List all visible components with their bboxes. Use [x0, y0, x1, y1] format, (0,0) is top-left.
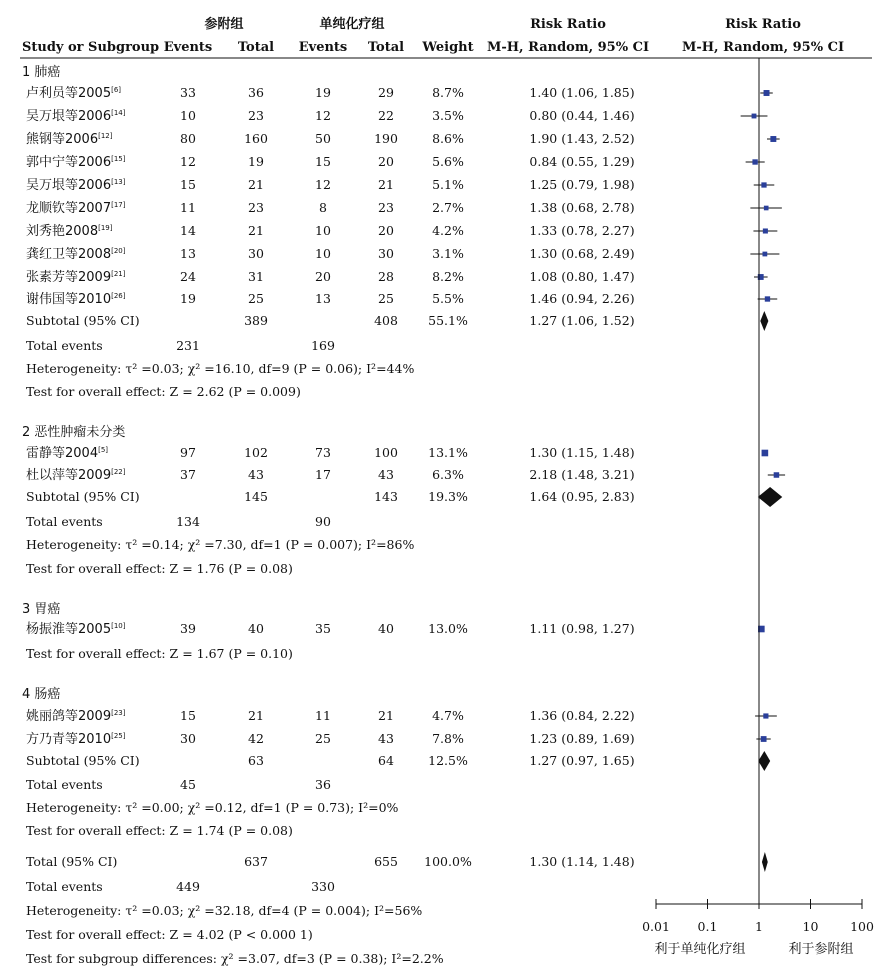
header-plot-label: Risk Ratio — [725, 17, 801, 32]
study-row-3-1-ref: [10] — [111, 622, 126, 630]
study-row-2-2-total2: 43 — [378, 467, 394, 482]
study-row-1-4-point — [752, 159, 757, 164]
subtotal-2-total1: 145 — [244, 489, 268, 504]
total-heterogeneity: Heterogeneity: τ² =0.03; χ² =32.18, df=4 (P = 0.004); I²=56% — [26, 903, 423, 918]
study-row-1-4-total2: 20 — [378, 154, 394, 169]
total-events-1-label: Total events — [26, 338, 103, 353]
x-tick-label-5: 100 — [850, 919, 874, 934]
heterogeneity-2: Heterogeneity: τ² =0.14; χ² =7.30, df=1 (P = 0.007); I²=86% — [26, 537, 415, 552]
study-row-1-1-weight: 8.7% — [432, 85, 464, 100]
study-row-1-6-total2: 23 — [378, 200, 394, 215]
study-row-1-3-label: 熊钢等2006 — [26, 132, 99, 147]
subtotal-2-diamond — [758, 487, 782, 507]
study-row-4-2-total2: 43 — [378, 731, 394, 746]
subtotal-4-diamond — [758, 751, 770, 771]
study-row-1-5-weight: 5.1% — [432, 177, 464, 192]
study-row-1-2-total1: 23 — [248, 108, 264, 123]
study-row-1-7-events2: 10 — [315, 223, 331, 238]
study-row-2-1-total1: 102 — [244, 445, 268, 460]
study-row-1-8-ref: [20] — [111, 247, 126, 255]
study-row-1-2-point — [752, 114, 757, 119]
study-row-1-7-point — [763, 228, 768, 233]
study-row-1-6-point — [764, 206, 769, 211]
study-row-1-3-point — [770, 136, 776, 142]
header-col-study: Study or Subgroup — [22, 40, 160, 55]
study-row-1-3-total2: 190 — [374, 131, 398, 146]
study-row-1-5 — [26, 177, 126, 193]
study-row-1-3-weight: 8.6% — [432, 131, 464, 146]
study-row-4-1-ci: 1.36 (0.84, 2.22) — [529, 708, 635, 723]
subtotal-4-total2: 64 — [378, 753, 394, 768]
study-row-1-5-ref: [13] — [111, 178, 126, 186]
header-col-total2: Total — [367, 40, 405, 55]
study-row-2-2-events2: 17 — [315, 467, 331, 482]
study-row-1-2-ci: 0.80 (0.44, 1.46) — [529, 108, 635, 123]
heterogeneity-4: Heterogeneity: τ² =0.00; χ² =0.12, df=1 (P = 0.73); I²=0% — [26, 800, 399, 815]
subtotal-1-weight: 55.1% — [428, 313, 468, 328]
study-row-1-8-total2: 30 — [378, 246, 394, 261]
header-col-events2: Events — [298, 40, 348, 55]
study-row-1-2-events2: 12 — [315, 108, 331, 123]
subtotal-2-weight: 19.3% — [428, 489, 468, 504]
study-row-1-10-ci: 1.46 (0.94, 2.26) — [529, 291, 635, 306]
study-row-2-2-events1: 37 — [180, 467, 196, 482]
study-row-1-10-events2: 13 — [315, 291, 331, 306]
total-events-4-events2: 36 — [315, 777, 331, 792]
subgroup-title-4: 4 肠癌 — [22, 687, 61, 702]
total-events-events1: 449 — [176, 879, 200, 894]
study-row-4-2-events2: 25 — [315, 731, 331, 746]
study-row-1-4-events1: 12 — [180, 154, 196, 169]
study-row-1-2 — [26, 108, 126, 124]
study-row-1-4 — [26, 154, 126, 170]
subtotal-1-total1: 389 — [244, 313, 268, 328]
study-row-1-5-point — [761, 182, 766, 187]
study-row-4-1-weight: 4.7% — [432, 708, 464, 723]
study-row-1-7-ref: [19] — [98, 224, 113, 232]
study-row-3-1-ci: 1.11 (0.98, 1.27) — [529, 621, 635, 636]
study-row-1-6-events1: 11 — [180, 200, 196, 215]
study-row-1-9-total2: 28 — [378, 269, 394, 284]
total-events-events2: 330 — [311, 879, 335, 894]
study-row-4-1-total2: 21 — [378, 708, 394, 723]
study-row-2-1-ci: 1.30 (1.15, 1.48) — [529, 445, 635, 460]
study-row-1-1-point — [764, 90, 770, 96]
study-row-4-1-point — [763, 713, 768, 718]
total-events-1-events2: 169 — [311, 338, 335, 353]
study-row-2-1-events2: 73 — [315, 445, 331, 460]
study-row-3-1-weight: 13.0% — [428, 621, 468, 636]
study-row-1-3-ci: 1.90 (1.43, 2.52) — [529, 131, 635, 146]
study-row-2-2-label: 杜以萍等2009 — [26, 468, 112, 483]
table-rows — [22, 64, 635, 966]
subtotal-4-label: Subtotal (95% CI) — [26, 753, 140, 768]
total-events-4-events1: 45 — [180, 777, 196, 792]
study-row-1-3 — [26, 131, 113, 147]
study-row-3-1 — [26, 621, 126, 637]
study-row-1-8-weight: 3.1% — [432, 246, 464, 261]
header-group1: 参附组 — [204, 17, 244, 32]
study-row-1-9-events1: 24 — [180, 269, 196, 284]
header-group2: 单纯化疗组 — [319, 17, 385, 32]
study-row-2-1-label: 雷静等2004 — [26, 446, 99, 461]
study-row-2-2-ref: [22] — [111, 468, 126, 476]
study-row-1-7-total2: 20 — [378, 223, 394, 238]
study-row-2-1-point — [762, 450, 769, 457]
study-row-1-5-events2: 12 — [315, 177, 331, 192]
study-row-4-2-label: 方乃青等2010 — [26, 732, 112, 747]
study-row-3-1-events1: 39 — [180, 621, 196, 636]
table-header — [20, 16, 872, 58]
study-row-1-10-ref: [26] — [111, 292, 126, 300]
subgroup-title-1: 1 肺癌 — [22, 65, 61, 80]
total-events-2-label: Total events — [26, 514, 103, 529]
study-row-1-3-events2: 50 — [315, 131, 331, 146]
total-weight: 100.0% — [424, 854, 472, 869]
study-row-1-9-weight: 8.2% — [432, 269, 464, 284]
subtotal-2-ci: 1.64 (0.95, 2.83) — [529, 489, 635, 504]
study-row-1-4-ref: [15] — [111, 155, 126, 163]
total-label: Total (95% CI) — [26, 854, 118, 869]
header-rr-label: Risk Ratio — [530, 17, 606, 32]
subtotal-1-diamond — [760, 311, 768, 331]
study-row-1-1-ref: [6] — [111, 86, 122, 94]
subgroup-differences: Test for subgroup differences: χ² =3.07, df=3 (P = 0.38); I²=2.2% — [26, 951, 444, 966]
study-row-4-2 — [26, 731, 126, 747]
header-rr-method: M-H, Random, 95% CI — [486, 40, 650, 55]
study-row-1-8 — [26, 246, 126, 262]
study-row-1-10-weight: 5.5% — [432, 291, 464, 306]
total-ci: 1.30 (1.14, 1.48) — [529, 854, 635, 869]
overall-effect-4: Test for overall effect: Z = 1.74 (P = 0.08) — [26, 823, 293, 838]
study-row-1-3-total1: 160 — [244, 131, 268, 146]
study-row-2-2 — [26, 467, 126, 483]
study-row-1-6-label: 龙顺钦等2007 — [26, 201, 112, 216]
study-row-1-5-events1: 15 — [180, 177, 196, 192]
favours-left-label: 利于单纯化疗组 — [654, 942, 746, 957]
study-row-1-1-total1: 36 — [248, 85, 264, 100]
header-col-weight: Weight — [422, 40, 474, 55]
study-row-1-7-total1: 21 — [248, 223, 264, 238]
study-row-2-2-weight: 6.3% — [432, 467, 464, 482]
total-overall-effect: Test for overall effect: Z = 4.02 (P < 0.000 1) — [26, 927, 313, 942]
study-row-4-1-events2: 11 — [315, 708, 331, 723]
total-total1: 637 — [244, 854, 268, 869]
study-row-1-2-weight: 3.5% — [432, 108, 464, 123]
subtotal-1-ci: 1.27 (1.06, 1.52) — [529, 313, 635, 328]
study-row-2-1-ref: [5] — [98, 446, 109, 454]
study-row-1-8-label: 龚红卫等2008 — [26, 247, 112, 262]
study-row-1-5-ci: 1.25 (0.79, 1.98) — [529, 177, 635, 192]
study-row-3-1-events2: 35 — [315, 621, 331, 636]
x-tick-label-3: 1 — [755, 919, 763, 934]
study-row-1-4-ci: 0.84 (0.55, 1.29) — [529, 154, 635, 169]
study-row-1-7 — [26, 223, 113, 239]
subgroup-title-3: 3 胃癌 — [22, 602, 61, 617]
study-row-1-7-events1: 14 — [180, 223, 196, 238]
study-row-1-4-weight: 5.6% — [432, 154, 464, 169]
study-row-1-6-total1: 23 — [248, 200, 264, 215]
study-row-1-2-label: 吴万垠等2006 — [26, 109, 112, 124]
study-row-1-3-events1: 80 — [180, 131, 196, 146]
overall-effect-3: Test for overall effect: Z = 1.67 (P = 0.10) — [26, 646, 293, 661]
study-row-4-2-ci: 1.23 (0.89, 1.69) — [529, 731, 635, 746]
study-row-1-7-ci: 1.33 (0.78, 2.27) — [529, 223, 635, 238]
x-tick-label-2: 0.1 — [697, 919, 718, 934]
study-row-1-9-ref: [21] — [111, 270, 126, 278]
study-row-1-7-label: 刘秀艳2008 — [26, 224, 99, 239]
study-row-4-1 — [26, 708, 126, 724]
study-row-4-1-ref: [23] — [111, 709, 126, 717]
study-row-4-1-label: 姚丽鸽等2009 — [26, 709, 112, 724]
study-row-4-1-events1: 15 — [180, 708, 196, 723]
subtotal-2-total2: 143 — [374, 489, 398, 504]
study-row-1-10-point — [765, 296, 770, 301]
study-row-3-1-total1: 40 — [248, 621, 264, 636]
study-row-2-2-ci: 2.18 (1.48, 3.21) — [529, 467, 635, 482]
heterogeneity-1: Heterogeneity: τ² =0.03; χ² =16.10, df=9 (P = 0.06); I²=44% — [26, 361, 415, 376]
study-row-1-4-label: 郭中宁等2006 — [26, 155, 112, 170]
study-row-1-8-events1: 13 — [180, 246, 196, 261]
study-row-1-1-events1: 33 — [180, 85, 196, 100]
total-events-4-label: Total events — [26, 777, 103, 792]
study-row-1-9 — [26, 270, 126, 285]
study-row-3-1-total2: 40 — [378, 621, 394, 636]
study-row-4-2-weight: 7.8% — [432, 731, 464, 746]
study-row-4-2-total1: 42 — [248, 731, 264, 746]
study-row-1-6-ci: 1.38 (0.68, 2.78) — [529, 200, 635, 215]
header-col-events1: Events — [163, 40, 213, 55]
study-row-3-1-label: 杨振淮等2005 — [26, 622, 112, 637]
study-row-1-6 — [26, 200, 126, 216]
study-row-1-8-events2: 10 — [315, 246, 331, 261]
study-row-1-2-ref: [14] — [111, 109, 126, 117]
study-row-1-5-label: 吴万垠等2006 — [26, 178, 112, 193]
subgroup-title-2: 2 恶性肿瘤未分类 — [22, 425, 126, 440]
study-row-2-1-total2: 100 — [374, 445, 398, 460]
overall-effect-2: Test for overall effect: Z = 1.76 (P = 0.08) — [26, 561, 293, 576]
study-row-1-10-total2: 25 — [378, 291, 394, 306]
study-row-1-1-ci: 1.40 (1.06, 1.85) — [529, 85, 635, 100]
overall-effect-1: Test for overall effect: Z = 2.62 (P = 0.009) — [26, 384, 301, 399]
subtotal-1-label: Subtotal (95% CI) — [26, 313, 140, 328]
study-row-1-4-events2: 15 — [315, 154, 331, 169]
study-row-1-1-events2: 19 — [315, 85, 331, 100]
study-row-1-1-total2: 29 — [378, 85, 394, 100]
total-total2: 655 — [374, 854, 398, 869]
x-tick-label-4: 10 — [802, 919, 819, 934]
total-diamond — [762, 852, 768, 872]
study-row-1-2-total2: 22 — [378, 108, 394, 123]
study-row-1-10-total1: 25 — [248, 291, 264, 306]
study-row-1-5-total1: 21 — [248, 177, 264, 192]
study-row-1-6-ref: [17] — [111, 201, 126, 209]
plot-area — [642, 58, 874, 957]
total-events-label: Total events — [26, 879, 103, 894]
subtotal-1-total2: 408 — [374, 313, 398, 328]
x-tick-label-1: 0.01 — [642, 919, 670, 934]
study-row-1-10-events1: 19 — [180, 291, 196, 306]
study-row-1-8-total1: 30 — [248, 246, 264, 261]
study-row-2-1-weight: 13.1% — [428, 445, 468, 460]
header-plot-method: M-H, Random, 95% CI — [681, 40, 845, 55]
total-events-2-events2: 90 — [315, 514, 331, 529]
study-row-1-8-point — [762, 252, 767, 257]
favours-right-label: 利于参附组 — [788, 942, 854, 957]
study-row-1-1-label: 卢利员等2005 — [26, 86, 112, 101]
study-row-4-2-ref: [25] — [111, 732, 126, 740]
study-row-4-2-point — [761, 736, 767, 742]
study-row-2-2-point — [774, 472, 780, 478]
subtotal-4-ci: 1.27 (0.97, 1.65) — [529, 753, 635, 768]
study-row-1-9-label: 张素芳等2009 — [26, 270, 112, 285]
study-row-1-7-weight: 4.2% — [432, 223, 464, 238]
study-row-1-6-events2: 8 — [319, 200, 327, 215]
study-row-4-2-events1: 30 — [180, 731, 196, 746]
subtotal-4-weight: 12.5% — [428, 753, 468, 768]
study-row-1-9-total1: 31 — [248, 269, 264, 284]
study-row-1-2-events1: 10 — [180, 108, 196, 123]
study-row-4-1-total1: 21 — [248, 708, 264, 723]
subtotal-4-total1: 63 — [248, 753, 264, 768]
study-row-2-1 — [26, 445, 108, 461]
total-events-1-events1: 231 — [176, 338, 200, 353]
study-row-1-5-total2: 21 — [378, 177, 394, 192]
study-row-2-1-events1: 97 — [180, 445, 196, 460]
study-row-1-9-events2: 20 — [315, 269, 331, 284]
study-row-2-2-total1: 43 — [248, 467, 264, 482]
study-row-1-1 — [26, 85, 121, 101]
study-row-1-10 — [26, 291, 126, 307]
study-row-1-10-label: 谢伟国等2010 — [26, 292, 112, 307]
total-events-2-events1: 134 — [176, 514, 200, 529]
subtotal-2-label: Subtotal (95% CI) — [26, 489, 140, 504]
header-col-total1: Total — [237, 40, 275, 55]
study-row-1-4-total1: 19 — [248, 154, 264, 169]
study-row-1-9-ci: 1.08 (0.80, 1.47) — [529, 269, 635, 284]
study-row-1-6-weight: 2.7% — [432, 200, 464, 215]
study-row-1-3-ref: [12] — [98, 132, 113, 140]
study-row-1-8-ci: 1.30 (0.68, 2.49) — [529, 246, 635, 261]
